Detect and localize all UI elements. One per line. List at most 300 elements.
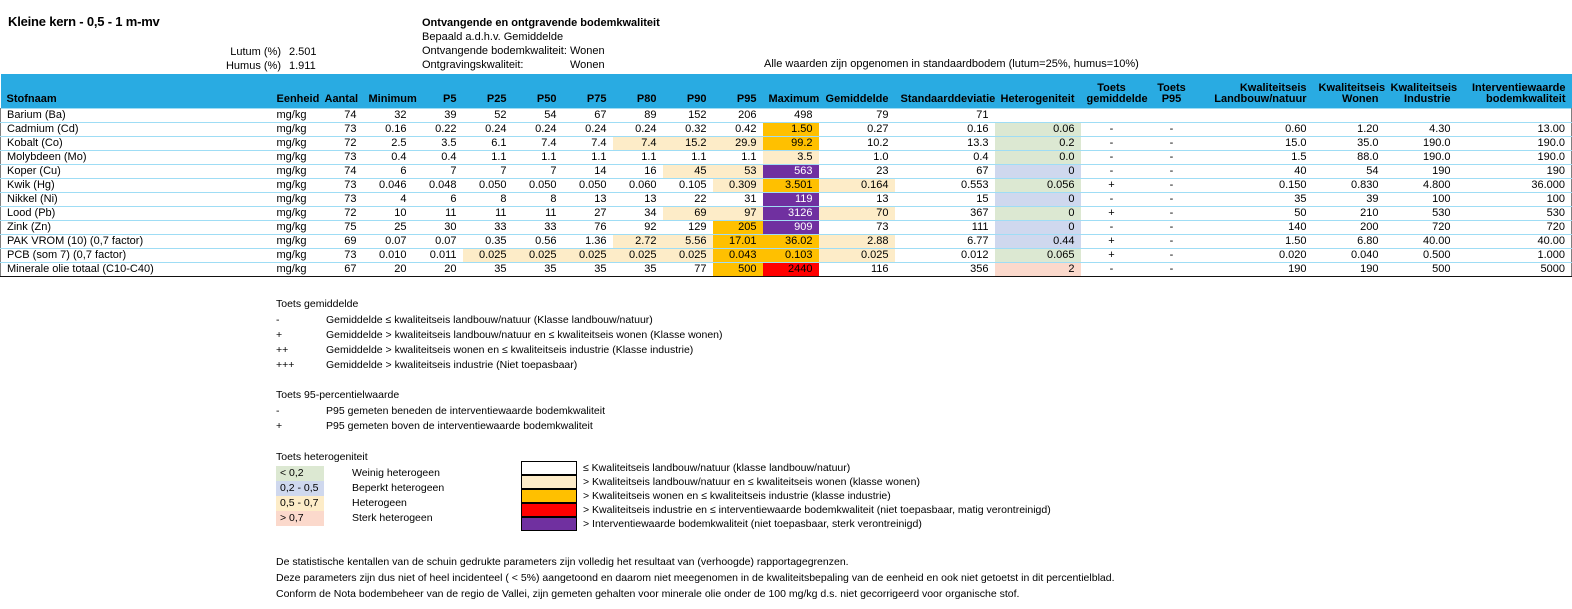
cell-p50: 0.025 bbox=[513, 249, 563, 263]
cell-p50: 7.4 bbox=[513, 137, 563, 151]
cell-intervention-value: 36.000 bbox=[1457, 179, 1572, 193]
cell-p5: 3.5 bbox=[413, 137, 463, 151]
cell-p25: 6.1 bbox=[463, 137, 513, 151]
cell-p90: 15.2 bbox=[663, 137, 713, 151]
cell-quality-req-industry: 190.0 bbox=[1385, 137, 1457, 151]
legend-symbol: + bbox=[276, 420, 283, 432]
cell-minimum: 10 bbox=[363, 207, 413, 221]
cell-unit: mg/kg bbox=[271, 235, 319, 249]
cell-quality-req-industry: 0.500 bbox=[1385, 249, 1457, 263]
cell-p75: 0.025 bbox=[563, 249, 613, 263]
col-header-minimum: Minimum bbox=[363, 74, 413, 109]
receiving-quality-row bbox=[422, 44, 690, 58]
cell-unit: mg/kg bbox=[271, 179, 319, 193]
cell-stddev: 71 bbox=[895, 109, 995, 123]
cell-mean: 0.27 bbox=[819, 123, 895, 137]
cell-maximum: 563 bbox=[763, 165, 819, 179]
cell-intervention-value: 5000 bbox=[1457, 263, 1572, 277]
table-row[interactable] bbox=[1, 137, 1572, 151]
cell-p80: 35 bbox=[613, 263, 663, 277]
cell-unit: mg/kg bbox=[271, 207, 319, 221]
cell-p75: 1.1 bbox=[563, 151, 613, 165]
cell-stddev: 0.16 bbox=[895, 123, 995, 137]
cell-p5: 39 bbox=[413, 109, 463, 123]
cell-unit: mg/kg bbox=[271, 193, 319, 207]
cell-p75: 0.24 bbox=[563, 123, 613, 137]
col-header-gemiddelde: Gemiddelde bbox=[819, 74, 895, 109]
col-header-p90: P90 bbox=[663, 74, 713, 109]
cell-maximum: 3.5 bbox=[763, 151, 819, 165]
cell-substance-name: Koper (Cu) bbox=[1, 165, 271, 179]
cell-heterogeneity: 0 bbox=[995, 193, 1081, 207]
legend-toets-p95 bbox=[276, 389, 605, 434]
cell-quality-req-residential: 190 bbox=[1313, 263, 1385, 277]
cell-intervention-value: 530 bbox=[1457, 207, 1572, 221]
cell-unit: mg/kg bbox=[271, 263, 319, 277]
table-row[interactable] bbox=[1, 193, 1572, 207]
cell-test-mean: - bbox=[1081, 263, 1143, 277]
cell-mean: 2.88 bbox=[819, 235, 895, 249]
cell-stddev: 0.553 bbox=[895, 179, 995, 193]
cell-p95: 0.043 bbox=[713, 249, 763, 263]
table-body bbox=[1, 109, 1572, 277]
cell-p90: 77 bbox=[663, 263, 713, 277]
cell-count: 74 bbox=[319, 109, 363, 123]
cell-maximum: 36.02 bbox=[763, 235, 819, 249]
footnotes bbox=[276, 554, 1115, 602]
cell-stddev: 0.4 bbox=[895, 151, 995, 165]
cell-maximum: 3126 bbox=[763, 207, 819, 221]
col-header-p75: P75 bbox=[563, 74, 613, 109]
cell-quality-req-industry: 500 bbox=[1385, 263, 1457, 277]
cell-quality-req-residential: 35.0 bbox=[1313, 137, 1385, 151]
cell-p50: 1.1 bbox=[513, 151, 563, 165]
cell-substance-name: PCB (som 7) (0,7 factor) bbox=[1, 249, 271, 263]
cell-substance-name: Lood (Pb) bbox=[1, 207, 271, 221]
cell-test-mean: + bbox=[1081, 249, 1143, 263]
cell-test-mean: - bbox=[1081, 165, 1143, 179]
cell-quality-req-agriculture: 190 bbox=[1201, 263, 1313, 277]
cell-p75: 67 bbox=[563, 109, 613, 123]
cell-test-mean: + bbox=[1081, 179, 1143, 193]
receiving-quality-label: Ontvangende bodemkwaliteit: bbox=[422, 45, 567, 57]
heterogeneity-legend-row bbox=[276, 466, 444, 481]
color-swatch bbox=[521, 475, 577, 489]
cell-count: 73 bbox=[319, 151, 363, 165]
cell-p25: 35 bbox=[463, 263, 513, 277]
cell-p5: 0.4 bbox=[413, 151, 463, 165]
cell-p90: 69 bbox=[663, 207, 713, 221]
cell-test-p95: - bbox=[1143, 221, 1201, 235]
cell-heterogeneity: 2 bbox=[995, 263, 1081, 277]
cell-count: 75 bbox=[319, 221, 363, 235]
cell-count: 73 bbox=[319, 249, 363, 263]
heterogeneity-range: 0,2 - 0,5 bbox=[276, 481, 324, 496]
cell-p75: 0.050 bbox=[563, 179, 613, 193]
table-row[interactable] bbox=[1, 249, 1572, 263]
cell-test-mean: + bbox=[1081, 235, 1143, 249]
cell-substance-name: Molybdeen (Mo) bbox=[1, 151, 271, 165]
heterogeneity-legend-row bbox=[276, 496, 444, 511]
cell-test-p95: - bbox=[1143, 193, 1201, 207]
cell-p75: 27 bbox=[563, 207, 613, 221]
cell-stddev: 15 bbox=[895, 193, 995, 207]
cell-unit: mg/kg bbox=[271, 249, 319, 263]
cell-count: 73 bbox=[319, 193, 363, 207]
cell-quality-req-industry: 530 bbox=[1385, 207, 1457, 221]
cell-p25: 0.24 bbox=[463, 123, 513, 137]
cell-test-mean: - bbox=[1081, 221, 1143, 235]
lutum-value: 2.501 bbox=[289, 46, 317, 58]
heterogeneity-range: 0,5 - 0,7 bbox=[276, 496, 324, 511]
cell-minimum: 4 bbox=[363, 193, 413, 207]
cell-intervention-value: 190.0 bbox=[1457, 137, 1572, 151]
table-row[interactable] bbox=[1, 151, 1572, 165]
col-header-kwaliteitseis-wonen: Kwaliteitseis Wonen bbox=[1313, 74, 1385, 109]
results-table bbox=[0, 74, 1572, 277]
cell-maximum: 3.501 bbox=[763, 179, 819, 193]
cell-maximum: 119 bbox=[763, 193, 819, 207]
cell-heterogeneity: 0.44 bbox=[995, 235, 1081, 249]
cell-stddev: 67 bbox=[895, 165, 995, 179]
cell-p80: 0.24 bbox=[613, 123, 663, 137]
cell-quality-req-agriculture: 0.020 bbox=[1201, 249, 1313, 263]
color-swatch bbox=[521, 517, 577, 531]
cell-quality-req-agriculture bbox=[1201, 109, 1313, 123]
cell-substance-name: Nikkel (Ni) bbox=[1, 193, 271, 207]
cell-count: 73 bbox=[319, 179, 363, 193]
cell-quality-req-agriculture: 35 bbox=[1201, 193, 1313, 207]
cell-mean: 73 bbox=[819, 221, 895, 235]
cell-unit: mg/kg bbox=[271, 137, 319, 151]
cell-unit: mg/kg bbox=[271, 221, 319, 235]
col-header-kwaliteitseis-industrie: Kwaliteitseis Industrie bbox=[1385, 74, 1457, 109]
cell-p50: 33 bbox=[513, 221, 563, 235]
cell-mean: 1.0 bbox=[819, 151, 895, 165]
cell-quality-req-agriculture: 1.50 bbox=[1201, 235, 1313, 249]
legend-row bbox=[276, 404, 605, 419]
cell-quality-req-industry: 4.800 bbox=[1385, 179, 1457, 193]
cell-p5: 7 bbox=[413, 165, 463, 179]
legend-text: Gemiddelde > kwaliteitseis industrie (Niet toepasbaar) bbox=[326, 359, 578, 371]
color-key-text: > Kwaliteitseis industrie en ≤ interventiewaarde bodemkwaliteit (niet toepasbaar, matig verontreinigd) bbox=[583, 504, 1051, 516]
cell-test-p95 bbox=[1143, 109, 1201, 123]
legend-text: Gemiddelde > kwaliteitseis landbouw/natuur en ≤ kwaliteitseis wonen (Klasse wonen) bbox=[326, 329, 723, 341]
cell-minimum: 6 bbox=[363, 165, 413, 179]
cell-minimum: 25 bbox=[363, 221, 413, 235]
cell-quality-req-residential: 0.830 bbox=[1313, 179, 1385, 193]
cell-p25: 52 bbox=[463, 109, 513, 123]
soil-parameter-row bbox=[176, 59, 376, 73]
cell-minimum: 0.07 bbox=[363, 235, 413, 249]
cell-maximum: 2440 bbox=[763, 263, 819, 277]
cell-p80: 34 bbox=[613, 207, 663, 221]
cell-unit: mg/kg bbox=[271, 123, 319, 137]
cell-heterogeneity: 0.065 bbox=[995, 249, 1081, 263]
legend-symbol: +++ bbox=[276, 359, 295, 371]
cell-mean: 0.025 bbox=[819, 249, 895, 263]
table-row[interactable] bbox=[1, 109, 1572, 123]
humus-label: Humus (%) bbox=[225, 60, 281, 72]
legend-row bbox=[276, 313, 723, 328]
cell-heterogeneity bbox=[995, 109, 1081, 123]
cell-mean: 116 bbox=[819, 263, 895, 277]
footnote-line: De statistische kentallen van de schuin gedrukte parameters zijn volledig het resultaat van (verhoogde) rapportagegrenzen. bbox=[276, 556, 849, 568]
cell-quality-req-agriculture: 0.150 bbox=[1201, 179, 1313, 193]
cell-p95: 97 bbox=[713, 207, 763, 221]
cell-test-p95: - bbox=[1143, 151, 1201, 165]
legend-row bbox=[276, 358, 723, 373]
cell-heterogeneity: 0 bbox=[995, 221, 1081, 235]
cell-p80: 16 bbox=[613, 165, 663, 179]
table-row[interactable] bbox=[1, 221, 1572, 235]
table-row[interactable] bbox=[1, 207, 1572, 221]
color-key-text: ≤ Kwaliteitseis landbouw/natuur (klasse landbouw/natuur) bbox=[583, 462, 851, 474]
cell-p50: 0.050 bbox=[513, 179, 563, 193]
receiving-quality-value: Wonen bbox=[570, 45, 605, 57]
standard-soil-note: Alle waarden zijn opgenomen in standaardbodem (lutum=25%, humus=10%) bbox=[764, 58, 1139, 70]
cell-p95: 0.42 bbox=[713, 123, 763, 137]
cell-quality-req-agriculture: 0.60 bbox=[1201, 123, 1313, 137]
cell-maximum: 0.103 bbox=[763, 249, 819, 263]
cell-p5: 0.048 bbox=[413, 179, 463, 193]
cell-p25: 1.1 bbox=[463, 151, 513, 165]
cell-quality-req-residential: 0.040 bbox=[1313, 249, 1385, 263]
cell-intervention-value: 100 bbox=[1457, 193, 1572, 207]
cell-intervention-value: 190 bbox=[1457, 165, 1572, 179]
legend-title: Toets 95-percentielwaarde bbox=[276, 389, 400, 401]
cell-test-mean: - bbox=[1081, 123, 1143, 137]
cell-p90: 152 bbox=[663, 109, 713, 123]
col-header-heterogeniteit: Heterogeniteit bbox=[995, 74, 1081, 109]
cell-test-mean: + bbox=[1081, 207, 1143, 221]
quality-determined-row bbox=[422, 30, 690, 44]
cell-quality-req-industry: 100 bbox=[1385, 193, 1457, 207]
cell-quality-req-industry: 4.30 bbox=[1385, 123, 1457, 137]
cell-quality-req-residential: 39 bbox=[1313, 193, 1385, 207]
lutum-label: Lutum (%) bbox=[230, 46, 281, 58]
cell-minimum: 20 bbox=[363, 263, 413, 277]
cell-p50: 0.56 bbox=[513, 235, 563, 249]
cell-p5: 30 bbox=[413, 221, 463, 235]
cell-minimum: 2.5 bbox=[363, 137, 413, 151]
cell-p5: 20 bbox=[413, 263, 463, 277]
cell-quality-req-industry: 40.00 bbox=[1385, 235, 1457, 249]
cell-count: 67 bbox=[319, 263, 363, 277]
cell-test-p95: - bbox=[1143, 137, 1201, 151]
table-header-row bbox=[1, 74, 1572, 109]
cell-quality-req-residential bbox=[1313, 109, 1385, 123]
legend-symbol: - bbox=[276, 405, 280, 417]
excavation-quality-label: Ontgravingskwaliteit: bbox=[422, 59, 524, 71]
table-row[interactable] bbox=[1, 235, 1572, 249]
results-table-wrapper bbox=[0, 74, 1566, 277]
cell-p25: 33 bbox=[463, 221, 513, 235]
heterogeneity-range: < 0,2 bbox=[276, 466, 324, 481]
cell-p75: 7.4 bbox=[563, 137, 613, 151]
cell-stddev: 367 bbox=[895, 207, 995, 221]
cell-p5: 0.22 bbox=[413, 123, 463, 137]
cell-p95: 500 bbox=[713, 263, 763, 277]
cell-p25: 0.050 bbox=[463, 179, 513, 193]
color-key-text: > Kwaliteitseis landbouw/natuur en ≤ kwaliteitseis wonen (klasse wonen) bbox=[583, 476, 920, 488]
cell-count: 74 bbox=[319, 165, 363, 179]
cell-p95: 29.9 bbox=[713, 137, 763, 151]
cell-quality-req-industry bbox=[1385, 109, 1457, 123]
cell-p5: 6 bbox=[413, 193, 463, 207]
color-swatch bbox=[521, 489, 577, 503]
cell-p75: 35 bbox=[563, 263, 613, 277]
cell-unit: mg/kg bbox=[271, 109, 319, 123]
heterogeneity-range: > 0,7 bbox=[276, 511, 324, 526]
cell-heterogeneity: 0.2 bbox=[995, 137, 1081, 151]
legend-row bbox=[276, 328, 723, 343]
cell-quality-req-residential: 1.20 bbox=[1313, 123, 1385, 137]
cell-quality-req-industry: 190.0 bbox=[1385, 151, 1457, 165]
cell-unit: mg/kg bbox=[271, 165, 319, 179]
excavation-quality-row bbox=[422, 58, 690, 72]
color-key-text: > Kwaliteitseis wonen en ≤ kwaliteitseis industrie (klasse industrie) bbox=[583, 490, 891, 502]
legend-symbol: - bbox=[276, 314, 280, 326]
cell-maximum: 909 bbox=[763, 221, 819, 235]
cell-mean: 79 bbox=[819, 109, 895, 123]
soil-parameter-row bbox=[176, 45, 376, 59]
color-key-row bbox=[521, 517, 1051, 531]
col-header-toets-p95: Toets P95 bbox=[1143, 74, 1201, 109]
cell-count: 72 bbox=[319, 207, 363, 221]
cell-test-mean: - bbox=[1081, 193, 1143, 207]
cell-mean: 13 bbox=[819, 193, 895, 207]
cell-p80: 92 bbox=[613, 221, 663, 235]
cell-test-p95: - bbox=[1143, 249, 1201, 263]
cell-minimum: 32 bbox=[363, 109, 413, 123]
cell-mean: 0.164 bbox=[819, 179, 895, 193]
cell-p95: 53 bbox=[713, 165, 763, 179]
quality-determined-by: Bepaald a.d.h.v. Gemiddelde bbox=[422, 31, 564, 43]
cell-test-p95: - bbox=[1143, 207, 1201, 221]
color-key-row bbox=[521, 475, 1051, 489]
cell-stddev: 0.012 bbox=[895, 249, 995, 263]
table-row[interactable] bbox=[1, 165, 1572, 179]
cell-p90: 5.56 bbox=[663, 235, 713, 249]
cell-test-p95: - bbox=[1143, 165, 1201, 179]
heterogeneity-legend-row bbox=[276, 481, 444, 496]
cell-substance-name: Kobalt (Co) bbox=[1, 137, 271, 151]
cell-p80: 13 bbox=[613, 193, 663, 207]
color-key-row bbox=[521, 489, 1051, 503]
heterogeneity-label: Heterogeen bbox=[352, 497, 407, 509]
cell-quality-req-agriculture: 140 bbox=[1201, 221, 1313, 235]
color-key-text: > Interventiewaarde bodemkwaliteit (niet toepasbaar, sterk verontreinigd) bbox=[583, 518, 922, 530]
cell-quality-req-industry: 190 bbox=[1385, 165, 1457, 179]
cell-p90: 22 bbox=[663, 193, 713, 207]
cell-p95: 0.309 bbox=[713, 179, 763, 193]
cell-p95: 205 bbox=[713, 221, 763, 235]
cell-p90: 129 bbox=[663, 221, 713, 235]
cell-stddev: 6.77 bbox=[895, 235, 995, 249]
col-header-p5: P5 bbox=[413, 74, 463, 109]
cell-substance-name: Minerale olie totaal (C10-C40) bbox=[1, 263, 271, 277]
cell-p95: 31 bbox=[713, 193, 763, 207]
cell-unit: mg/kg bbox=[271, 151, 319, 165]
cell-p95: 17.01 bbox=[713, 235, 763, 249]
cell-p80: 0.060 bbox=[613, 179, 663, 193]
cell-test-p95: - bbox=[1143, 123, 1201, 137]
cell-quality-req-residential: 210 bbox=[1313, 207, 1385, 221]
cell-p95: 206 bbox=[713, 109, 763, 123]
cell-p50: 11 bbox=[513, 207, 563, 221]
cell-p5: 0.011 bbox=[413, 249, 463, 263]
cell-count: 72 bbox=[319, 137, 363, 151]
table-row[interactable] bbox=[1, 263, 1572, 277]
legend-toets-gemiddelde bbox=[276, 298, 723, 373]
col-header-stofnaam: Stofnaam bbox=[1, 74, 271, 109]
cell-quality-req-agriculture: 40 bbox=[1201, 165, 1313, 179]
legend-text: P95 gemeten beneden de interventiewaarde bodemkwaliteit bbox=[326, 405, 606, 417]
cell-mean: 23 bbox=[819, 165, 895, 179]
cell-quality-req-industry: 720 bbox=[1385, 221, 1457, 235]
color-key-row bbox=[521, 503, 1051, 517]
cell-substance-name: PAK VROM (10) (0,7 factor) bbox=[1, 235, 271, 249]
cell-p80: 7.4 bbox=[613, 137, 663, 151]
cell-minimum: 0.046 bbox=[363, 179, 413, 193]
cell-intervention-value: 1.000 bbox=[1457, 249, 1572, 263]
cell-maximum: 99.2 bbox=[763, 137, 819, 151]
cell-p90: 0.025 bbox=[663, 249, 713, 263]
cell-heterogeneity: 0 bbox=[995, 207, 1081, 221]
cell-maximum: 1.50 bbox=[763, 123, 819, 137]
cell-heterogeneity: 0.0 bbox=[995, 151, 1081, 165]
table-row[interactable] bbox=[1, 123, 1572, 137]
quality-title-row bbox=[422, 16, 690, 30]
color-class-key bbox=[521, 461, 1051, 531]
cell-p25: 0.025 bbox=[463, 249, 513, 263]
legend-text: P95 gemeten boven de interventiewaarde bodemkwaliteit bbox=[326, 420, 593, 432]
cell-test-mean: - bbox=[1081, 137, 1143, 151]
col-header-p80: P80 bbox=[613, 74, 663, 109]
table-row[interactable] bbox=[1, 179, 1572, 193]
cell-mean: 10.2 bbox=[819, 137, 895, 151]
humus-value: 1.911 bbox=[289, 60, 316, 72]
col-header-standaarddeviatie: Standaarddeviatie bbox=[895, 74, 995, 109]
cell-p50: 35 bbox=[513, 263, 563, 277]
soil-parameters bbox=[176, 45, 376, 73]
cell-substance-name: Kwik (Hg) bbox=[1, 179, 271, 193]
cell-p75: 1.36 bbox=[563, 235, 613, 249]
cell-count: 69 bbox=[319, 235, 363, 249]
legend-title: Toets gemiddelde bbox=[276, 298, 359, 310]
cell-p75: 13 bbox=[563, 193, 613, 207]
cell-p50: 7 bbox=[513, 165, 563, 179]
cell-p80: 89 bbox=[613, 109, 663, 123]
cell-heterogeneity: 0.06 bbox=[995, 123, 1081, 137]
legend-symbol: + bbox=[276, 329, 283, 341]
cell-p90: 0.32 bbox=[663, 123, 713, 137]
cell-test-mean: - bbox=[1081, 151, 1143, 165]
col-header-maximum: Maximum bbox=[763, 74, 819, 109]
cell-p90: 1.1 bbox=[663, 151, 713, 165]
cell-p5: 0.07 bbox=[413, 235, 463, 249]
cell-intervention-value: 13.00 bbox=[1457, 123, 1572, 137]
legend-symbol: ++ bbox=[276, 344, 289, 356]
cell-count: 73 bbox=[319, 123, 363, 137]
cell-p80: 0.025 bbox=[613, 249, 663, 263]
footnote-line: Conform de Nota bodembeheer van de regio de Vallei, zijn gemeten gehalten voor minerale olie onder de 100 mg/kg d.s. niet gecorrigeerd voor organische stof. bbox=[276, 588, 1020, 600]
cell-heterogeneity: 0 bbox=[995, 165, 1081, 179]
cell-p90: 45 bbox=[663, 165, 713, 179]
cell-p50: 54 bbox=[513, 109, 563, 123]
col-header-kwaliteitseis-landbouw: Kwaliteitseis Landbouw/natuur bbox=[1201, 74, 1313, 109]
